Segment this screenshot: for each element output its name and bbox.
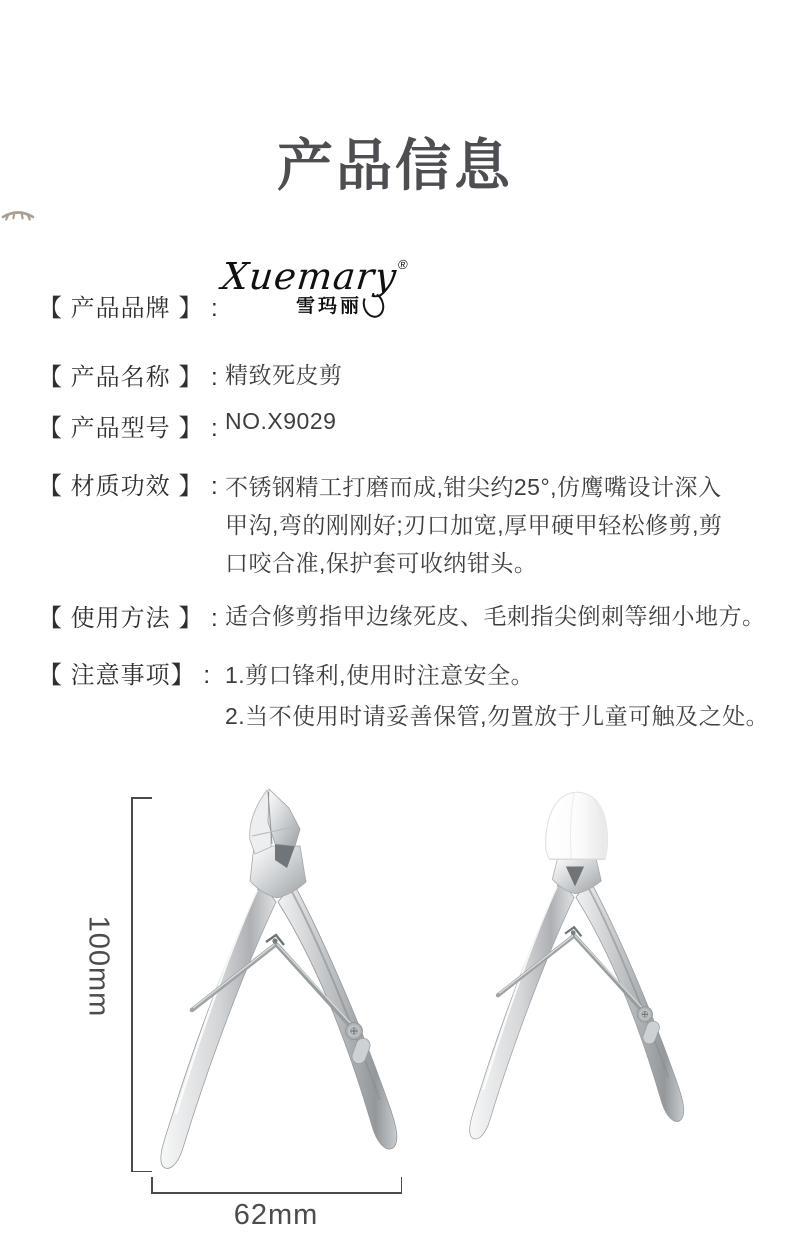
notice-label: 【 注意事项】 : bbox=[38, 662, 212, 689]
width-dim-left-tick bbox=[151, 1177, 153, 1193]
cuticle-nipper-capped-image bbox=[458, 779, 692, 1159]
brand-logo-chinese: 雪玛丽 bbox=[296, 296, 363, 317]
cuticle-nipper-open-image bbox=[148, 784, 406, 1178]
page-title: 产品信息 bbox=[277, 134, 513, 197]
brand-logo-text: Xuemary® bbox=[219, 255, 410, 298]
registered-mark: ® bbox=[397, 257, 410, 272]
model-value: NO.X9029 bbox=[225, 408, 337, 434]
notice-value bbox=[225, 655, 769, 737]
material-line: 不锈钢精工打磨而成,钳尖约25°,仿鹰嘴设计深入 bbox=[225, 474, 722, 500]
width-dimension-line bbox=[151, 1192, 402, 1194]
brand-label: 【 产品品牌 】 : bbox=[38, 295, 219, 322]
info-row-name bbox=[38, 357, 343, 392]
info-row-usage bbox=[38, 598, 766, 633]
material-line: 甲沟,弯的刚刚好;刃口加宽,厚甲硬甲轻松修剪,剪 bbox=[225, 512, 723, 538]
info-row-notice bbox=[38, 655, 769, 737]
height-dim-top-tick bbox=[131, 797, 152, 799]
height-dimension-line bbox=[131, 797, 133, 1172]
name-value: 精致死皮剪 bbox=[225, 362, 343, 388]
info-row-model bbox=[38, 408, 336, 443]
usage-value: 适合修剪指甲边缘死皮、毛刺指尖倒刺等细小地方。 bbox=[225, 603, 766, 629]
material-label: 【 材质功效 】 : bbox=[38, 473, 219, 500]
height-dimension-label: 100mm bbox=[82, 915, 115, 1018]
height-dim-bottom-tick bbox=[131, 1171, 152, 1173]
width-dim-right-tick bbox=[401, 1177, 403, 1193]
info-row-brand bbox=[38, 288, 225, 323]
model-label: 【 产品型号 】 : bbox=[38, 415, 219, 442]
material-value bbox=[225, 468, 760, 582]
eyelash-icon bbox=[0, 206, 790, 224]
info-row-material bbox=[38, 468, 760, 582]
usage-label: 【 使用方法 】 : bbox=[38, 605, 219, 632]
material-line: 口咬合准,保护套可收纳钳头。 bbox=[225, 550, 538, 576]
brand-logo bbox=[219, 255, 410, 318]
notice-line: 2.当不使用时请妥善保管,勿置放于儿童可触及之处。 bbox=[225, 703, 770, 729]
notice-line: 1.剪口锋利,使用时注意安全。 bbox=[225, 662, 535, 688]
name-label: 【 产品名称 】 : bbox=[38, 364, 219, 391]
width-dimension-label: 62mm bbox=[233, 1199, 319, 1231]
